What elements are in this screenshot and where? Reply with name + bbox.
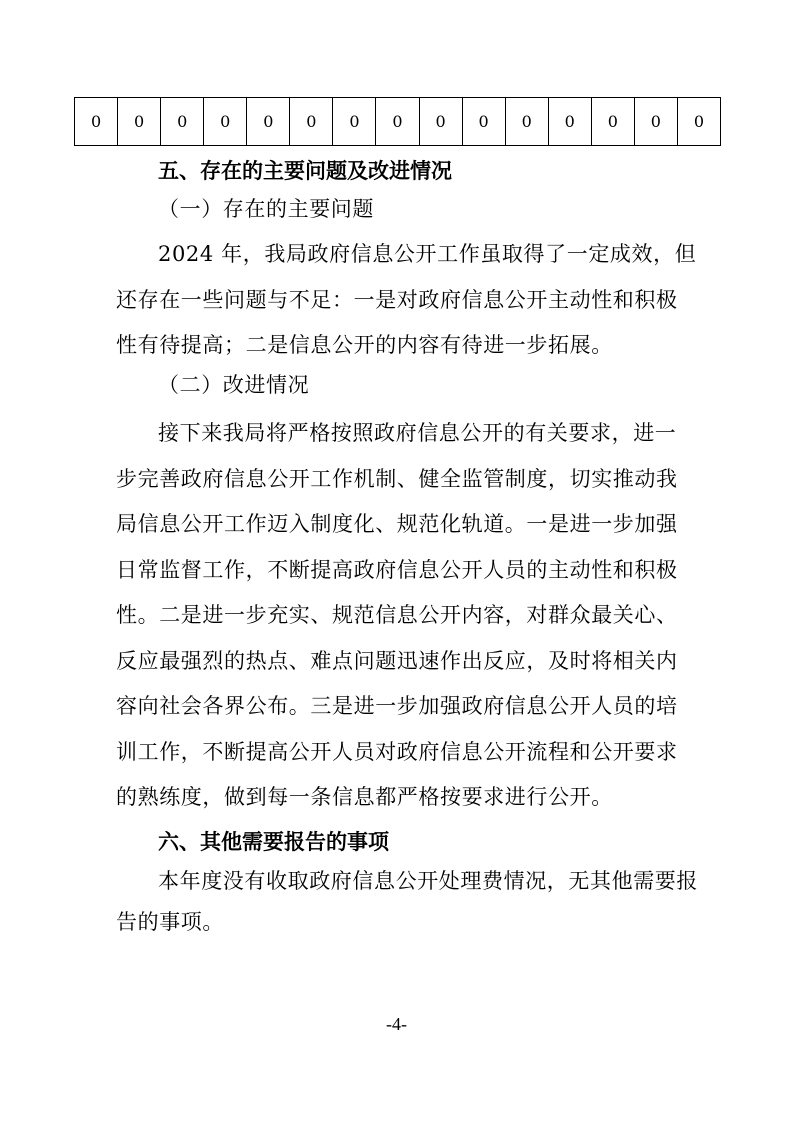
paragraph-line: 反应最强烈的热点、难点问题迅速作出反应，及时将相关内 (116, 649, 678, 673)
table-cell: 0 (204, 98, 247, 146)
paragraph-line: 2024 年，我局政府信息公开工作虽取得了一定成效，但 (158, 242, 697, 266)
table-cell: 0 (161, 98, 204, 146)
table-cell: 0 (677, 98, 720, 146)
statistics-table-row (74, 97, 721, 146)
table-cell: 0 (290, 98, 333, 146)
table-row (75, 98, 721, 146)
paragraph-line: 告的事项。 (116, 910, 224, 934)
paragraph-line: 步完善政府信息公开工作机制、健全监管制度，切实推动我 (116, 467, 678, 491)
table-cell: 0 (505, 98, 548, 146)
subsection-heading-main-problems: （一）存在的主要问题 (158, 197, 374, 221)
table-cell: 0 (548, 98, 591, 146)
page-number: -4- (386, 1014, 407, 1034)
paragraph-line: 性。二是进一步充实、规范信息公开内容，对群众最关心、 (116, 603, 678, 627)
table-cell: 0 (376, 98, 419, 146)
paragraph-line: 接下来我局将严格按照政府信息公开的有关要求，进一 (158, 421, 677, 445)
section-heading-other-matters: 六、其他需要报告的事项 (158, 830, 389, 854)
table-cell: 0 (462, 98, 505, 146)
paragraph-line: 还存在一些问题与不足：一是对政府信息公开主动性和积极 (116, 288, 678, 312)
table-cell: 0 (591, 98, 634, 146)
paragraph-line: 日常监督工作，不断提高政府信息公开人员的主动性和积极 (116, 558, 678, 582)
table-cell: 0 (634, 98, 677, 146)
section-heading-problems-and-improvements: 五、存在的主要问题及改进情况 (158, 159, 452, 183)
paragraph-line: 本年度没有收取政府信息公开处理费情况，无其他需要报 (158, 869, 698, 893)
paragraph-line: 局信息公开工作迈入制度化、规范化轨道。一是进一步加强 (116, 512, 678, 536)
table-cell: 0 (419, 98, 462, 146)
subsection-heading-improvements: （二）改进情况 (158, 373, 310, 397)
table-cell: 0 (333, 98, 376, 146)
table-cell: 0 (75, 98, 118, 146)
paragraph-line: 性有待提高；二是信息公开的内容有待进一步拓展。 (116, 333, 613, 357)
paragraph-line: 容向社会各界公布。三是进一步加强政府信息公开人员的培 (116, 694, 678, 718)
table-cell: 0 (247, 98, 290, 146)
table-cell: 0 (118, 98, 161, 146)
paragraph-line: 的熟练度，做到每一条信息都严格按要求进行公开。 (116, 785, 613, 809)
paragraph-line: 训工作，不断提高公开人员对政府信息公开流程和公开要求 (116, 740, 678, 764)
